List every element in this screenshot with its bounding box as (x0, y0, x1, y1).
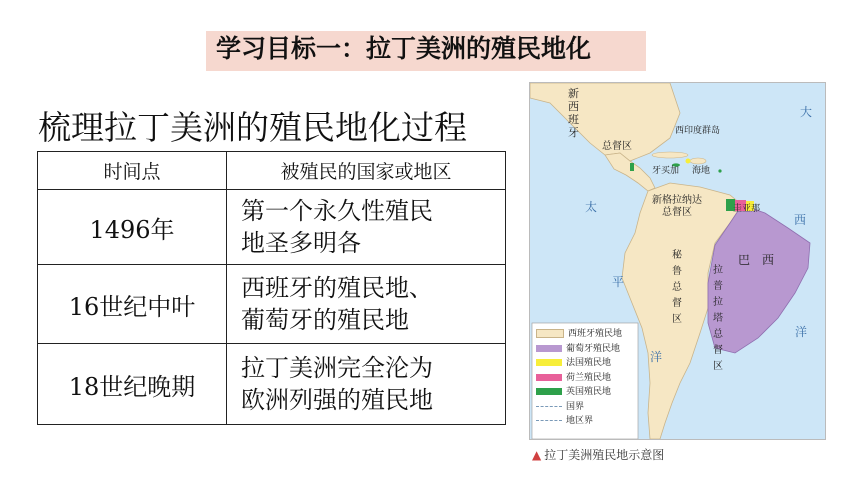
haiti-dot (686, 159, 691, 164)
map-label-pacific-3: 洋 (650, 350, 663, 364)
lesser-antilles-dot (718, 169, 721, 172)
map-caption-text: 拉丁美洲殖民地示意图 (544, 448, 665, 462)
row-desc-line: 西班牙的殖民地、 (241, 274, 433, 302)
row-time: 18世纪晚期 (38, 344, 227, 425)
map-label-new-spain: 新 西 班 牙 (568, 87, 579, 139)
colonization-timeline-table (37, 151, 506, 425)
map-label-brazil: 巴 西 (738, 253, 775, 267)
legend-item: 国界 (536, 400, 636, 415)
map-label-pacific-1: 太 (585, 200, 598, 214)
header-region: 被殖民的国家或地区 (227, 152, 506, 190)
table-row (38, 344, 506, 425)
legend-item: 葡萄牙殖民地 (536, 342, 636, 357)
section-subtitle: 梳理拉丁美洲的殖民地化过程 (38, 108, 467, 147)
map-label-haiti: 海地 (692, 166, 711, 176)
triangle-icon: ▲ (532, 448, 542, 462)
map-label-atlantic-2: 西 (794, 213, 807, 227)
map-label-guiana: 圭亚那 (733, 204, 761, 214)
objective-title: 学习目标一：拉丁美洲的殖民地化 (216, 34, 592, 63)
row-desc (227, 344, 506, 425)
map-caption (532, 446, 664, 463)
map-label-la-plata: 拉 普 拉 塔 总 督 区 (713, 265, 723, 372)
map-label-atlantic-3: 洋 (795, 325, 808, 339)
map-label-peru: 秘 鲁 总 督 区 (672, 250, 682, 325)
colonial-map (529, 82, 826, 440)
table-row (38, 190, 506, 265)
row-desc (227, 265, 506, 344)
legend-item: 法国殖民地 (536, 356, 636, 371)
row-desc-line: 拉丁美洲完全沦为 (241, 354, 433, 382)
table-header-row (38, 152, 506, 190)
legend-item: 地区界 (536, 414, 636, 429)
row-time: 16世纪中叶 (38, 265, 227, 344)
row-desc (227, 190, 506, 265)
map-label-new-granada: 新格拉纳达 总督区 (652, 195, 702, 218)
belize-mark (630, 163, 634, 171)
row-desc-line: 第一个永久性殖民 (241, 197, 433, 225)
legend-item: 荷兰殖民地 (536, 371, 636, 386)
map-label-atlantic-1: 大 (800, 105, 813, 119)
table-row (38, 265, 506, 344)
map-label-pacific-2: 平 (612, 275, 625, 289)
cuba-island (652, 152, 688, 158)
row-time: 1496年 (38, 190, 227, 265)
map-label-new-spain-2: 总督区 (602, 141, 632, 152)
row-desc-line: 欧洲列强的殖民地 (241, 386, 433, 414)
map-label-west-indies: 西印度群岛 (675, 126, 721, 136)
row-desc-line: 葡萄牙的殖民地 (241, 306, 409, 334)
legend-item: 英国殖民地 (536, 385, 636, 400)
row-desc-line: 地圣多明各 (241, 229, 361, 257)
map-legend (536, 327, 636, 429)
legend-item: 西班牙殖民地 (536, 327, 636, 342)
header-time: 时间点 (38, 152, 227, 190)
map-label-jamaica: 牙买加 (652, 166, 680, 176)
